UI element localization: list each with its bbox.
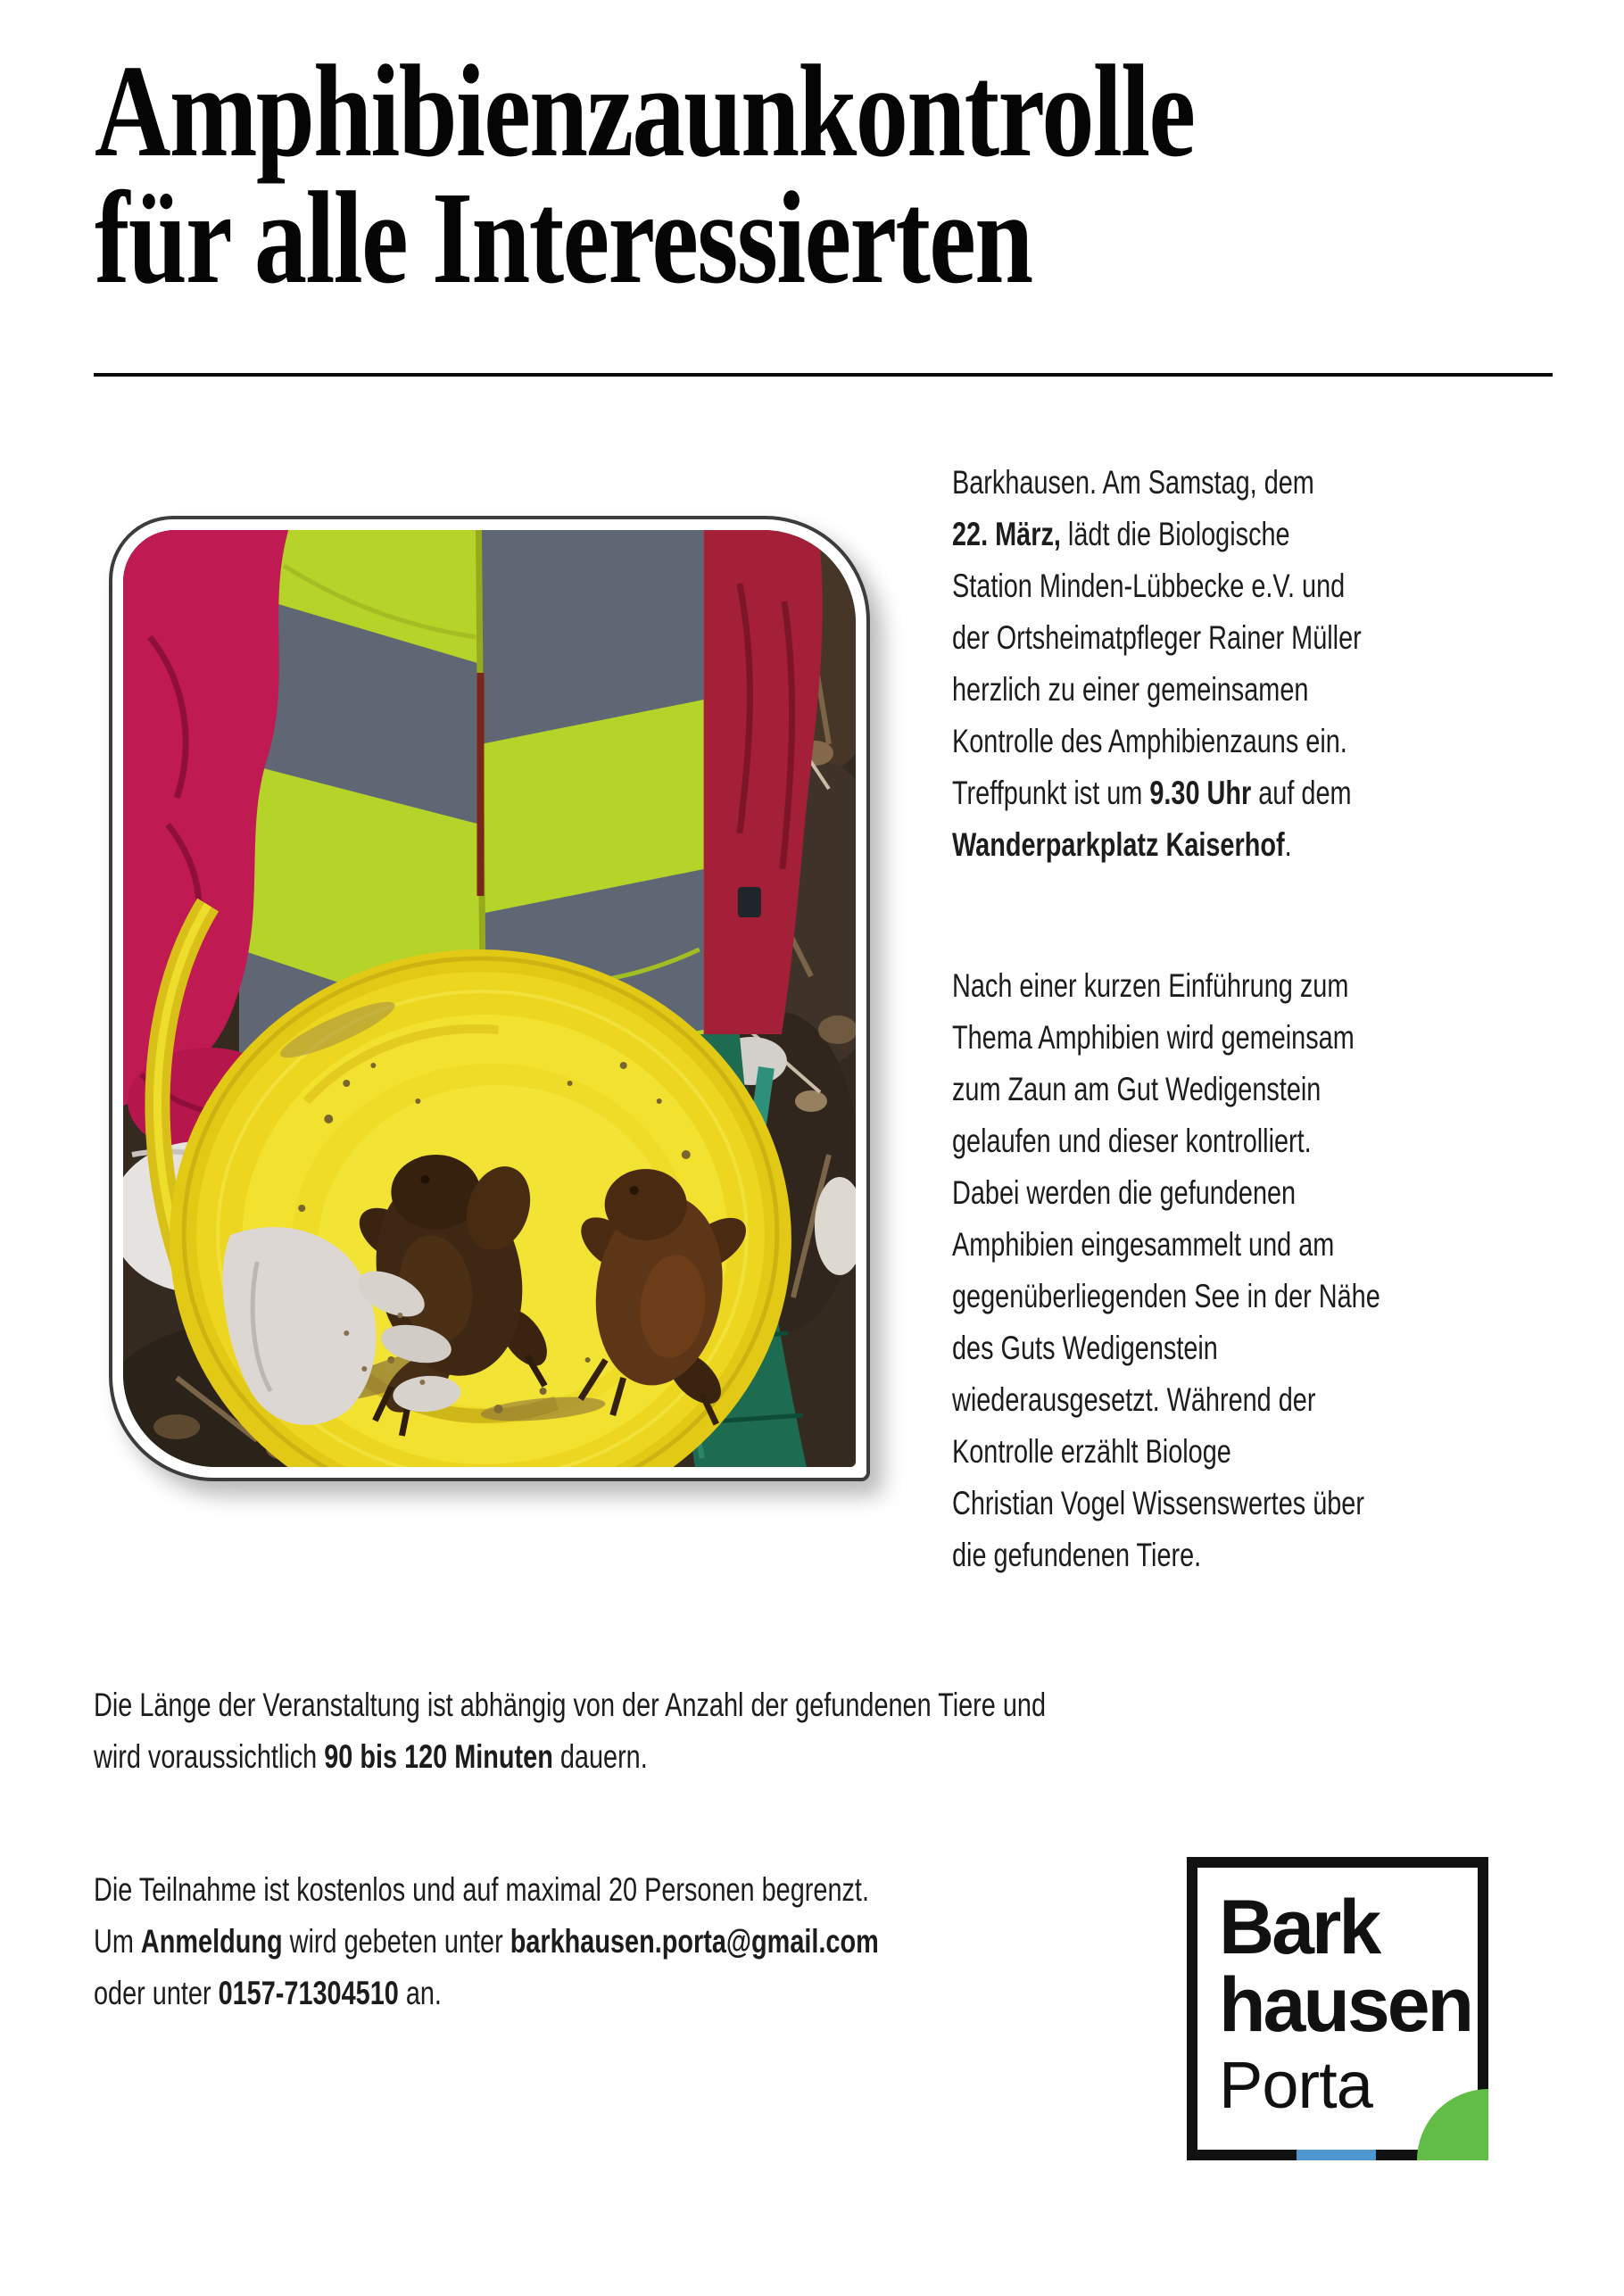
page-title [95, 38, 1594, 311]
logo-wordmark [1219, 1885, 1472, 2122]
logo-bottom-blue-segment [1297, 2150, 1376, 2160]
logo-word-hausen: hausen [1219, 1962, 1472, 2048]
vest-zipper [476, 673, 484, 896]
sleeve-tag [738, 887, 761, 917]
paragraph-duration: Die Länge der Veranstaltung ist abhängig von der Anzahl der gefundenen Tiere und wird voraussichtlich 90 bis 120 Minuten dauern. [94, 1687, 1047, 1775]
paragraph-registration: Die Teilnahme ist kostenlos und auf maximal 20 Personen begrenzt. Um Anmeldung wird gebeten unter barkhausen.porta@gmail.com oder unter 0157-71304510 an. [94, 1871, 879, 2011]
logo-word-porta: Porta [1219, 2048, 1372, 2122]
paragraph-program: Nach einer kurzen Einführung zum Thema Amphibien wird gemeinsam zum Zaun am Gut Wedigenstein gelaufen und dieser kontrolliert. Dabei werden die gefundenen Amphibien eingesammelt und am gegenüberliegenden See in der Nähe des Guts Wedigenstein wiederausgesetzt. Während der Kontrolle erzählt Biologe Christian Vogel Wissenswertes über die gefundenen Tiere. [952, 967, 1380, 1573]
photo-illustration [123, 530, 856, 1467]
photo-frame [109, 516, 870, 1481]
page-title-line1: Amphibienzaunkontrolle [95, 38, 1195, 185]
photo-bucket-with-toads [123, 530, 856, 1467]
barkhausen-porta-logo [1187, 1857, 1488, 2160]
paragraph-invitation: Barkhausen. Am Samstag, dem 22. März, lädt die Biologische Station Minden-Lübbecke e.V. und der Ortsheimatpfleger Rainer Müller herzlich zu einer gemeinsamen Kontrolle des Amphibienzauns ein. Treffpunkt ist um 9.30 Uhr auf dem Wanderparkplatz Kaiserhof. [952, 464, 1362, 863]
logo-word-bark: Bark [1219, 1885, 1380, 1970]
page-title-line2: für alle Interessierten [95, 165, 1032, 311]
title-divider [94, 373, 1553, 377]
